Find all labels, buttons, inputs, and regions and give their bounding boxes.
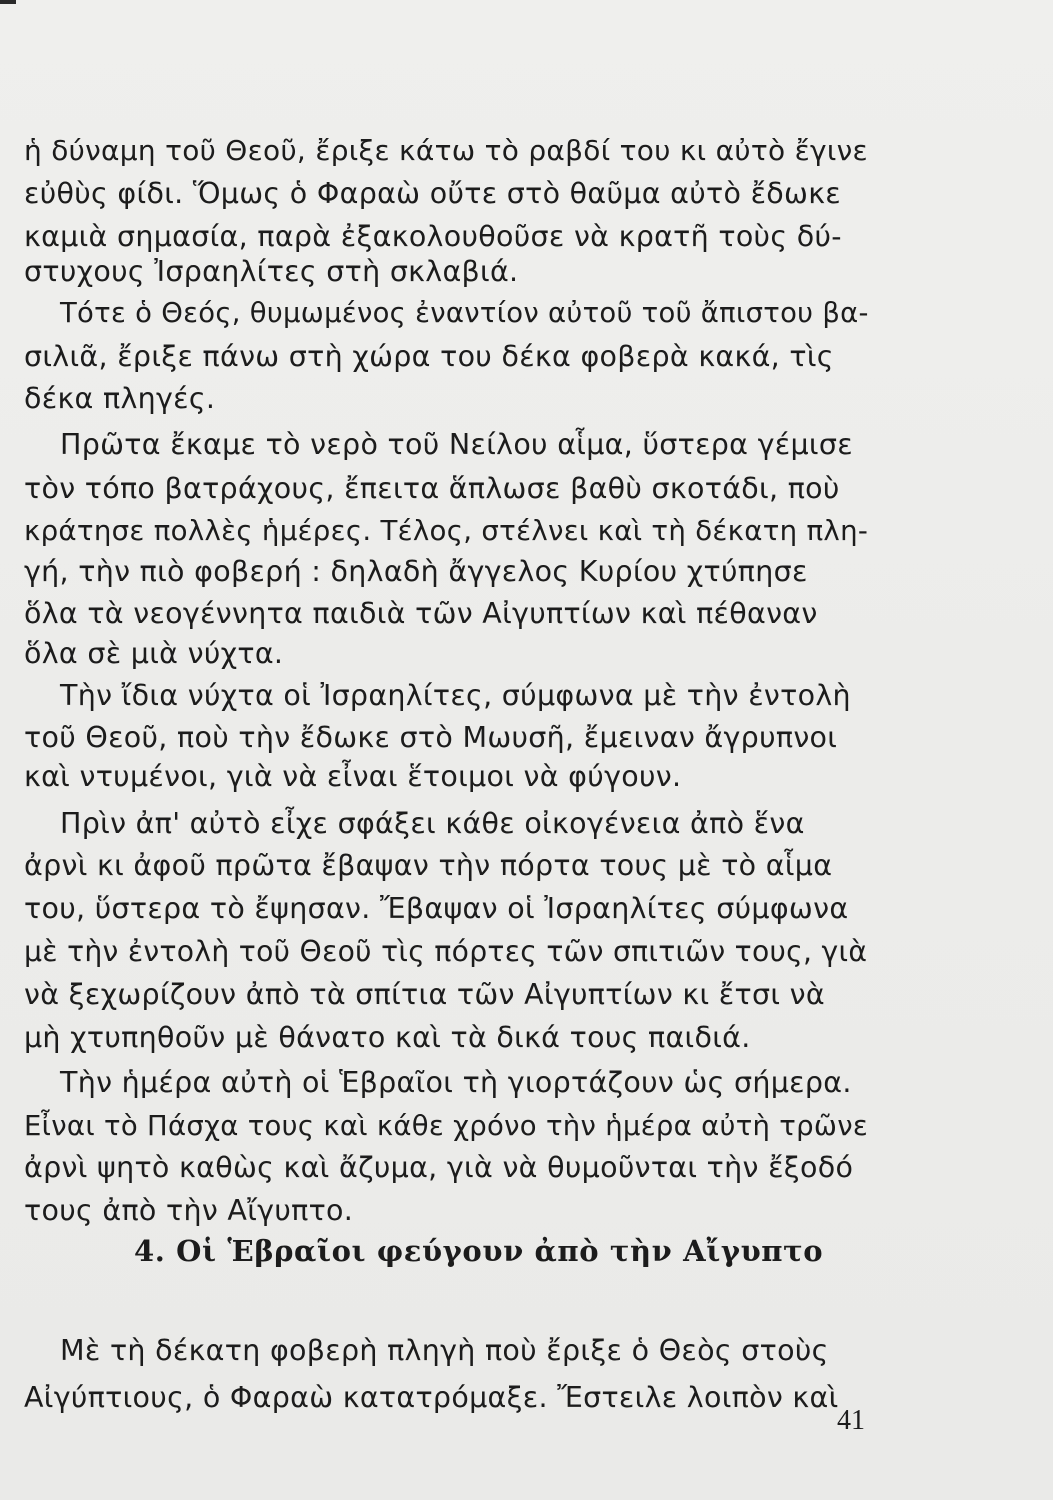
text-line: κράτησε πολλὲς ἡμέρες. Τέλος, στέλνει καὶ τὴ δέκατη πλη- <box>24 514 869 547</box>
text-line: Πρῶτα ἔκαμε τὸ νερὸ τοῦ Νείλου αἷμα, ὕστερα γέμισε <box>60 428 853 461</box>
text-line: τους ἀπὸ τὴν Αἴγυπτο. <box>24 1194 354 1227</box>
text-line: καὶ ντυμένοι, γιὰ νὰ εἶναι ἕτοιμοι νὰ φύγουν. <box>24 760 682 793</box>
text-line: Τὴν ἴδια νύχτα οἱ Ἰσραηλίτες, σύμφωνα μὲ τὴν ἐντολὴ <box>60 679 851 712</box>
text-line: μὴ χτυπηθοῦν μὲ θάνατο καὶ τὰ δικά τους παιδιά. <box>24 1021 751 1054</box>
text-line: τὸν τόπο βατράχους, ἔπειτα ἅπλωσε βαθὺ σκοτάδι, ποὺ <box>24 472 840 505</box>
text-line: τοῦ Θεοῦ, ποὺ τὴν ἔδωκε στὸ Μωυσῆ, ἔμειναν ἄγρυπνοι <box>24 721 838 754</box>
text-line: Τότε ὁ Θεός, θυμωμένος ἐναντίον αὐτοῦ τοῦ ἄπιστου βα- <box>60 298 869 329</box>
scan-corner-mark <box>0 0 16 4</box>
text-line: Τὴν ἡμέρα αὐτὴ οἱ Ἑβραῖοι τὴ γιορτάζουν ὡς σήμερα. <box>60 1066 852 1099</box>
text-line: ἀρνὶ κι ἀφοῦ πρῶτα ἔβαψαν τὴν πόρτα τους μὲ τὸ αἷμα <box>24 849 833 882</box>
text-line: γή, τὴν πιὸ φοβερή : δηλαδὴ ἄγγελος Κυρίου χτύπησε <box>24 555 808 588</box>
text-line: ἀρνὶ ψητὸ καθὼς καὶ ἄζυμα, γιὰ νὰ θυμοῦνται τὴν ἔξοδό <box>24 1151 854 1184</box>
text-line: μὲ τὴν ἐντολὴ τοῦ Θεοῦ τὶς πόρτες τῶν σπιτιῶν τους, γιὰ <box>24 935 868 968</box>
text-line: ὅλα σὲ μιὰ νύχτα. <box>24 637 284 670</box>
page-number: 41 <box>837 1405 865 1436</box>
text-line: στυχους Ἰσραηλίτες στὴ σκλαβιά. <box>24 255 519 288</box>
text-line: ὅλα τὰ νεογέννητα παιδιὰ τῶν Αἰγυπτίων καὶ πέθαναν <box>24 597 818 630</box>
text-line: σιλιᾶ, ἔριξε πάνω στὴ χώρα του δέκα φοβερὰ κακά, τὶς <box>24 340 834 373</box>
text-line: Πρὶν ἀπ' αὐτὸ εἶχε σφάξει κάθε οἰκογένεια ἀπὸ ἕνα <box>60 807 805 840</box>
text-line: Μὲ τὴ δέκατη φοβερὴ πληγὴ ποὺ ἔριξε ὁ Θεὸς στοὺς <box>60 1334 829 1367</box>
text-line: ἡ δύναμη τοῦ Θεοῦ, ἔριξε κάτω τὸ ραβδί του κι αὐτὸ ἔγινε <box>24 134 868 167</box>
text-line: Αἰγύπτιους, ὁ Φαραὼ κατατρόμαξε. Ἔστειλε λοιπὸν καὶ <box>24 1381 839 1414</box>
text-line: του, ὕστερα τὸ ἔψησαν. Ἔβαψαν οἱ Ἰσραηλίτες σύμφωνα <box>24 892 849 925</box>
text-line: καμιὰ σημασία, παρὰ ἐξακολουθοῦσε νὰ κρατῆ τοὺς δύ- <box>24 220 842 253</box>
section-heading: 4. Οἱ Ἑβραῖοι φεύγουν ἀπὸ τὴν Αἴγυπτο <box>134 1234 824 1268</box>
text-line: νὰ ξεχωρίζουν ἀπὸ τὰ σπίτια τῶν Αἰγυπτίων κι ἔτσι νὰ <box>24 978 825 1011</box>
text-line: δέκα πληγές. <box>24 382 216 415</box>
text-line: Εἶναι τὸ Πάσχα τους καὶ κάθε χρόνο τὴν ἡμέρα αὐτὴ τρῶνε <box>24 1110 869 1142</box>
text-line: εὐθὺς φίδι. Ὅμως ὁ Φαραὼ οὔτε στὸ θαῦμα αὐτὸ ἔδωκε <box>24 177 842 210</box>
